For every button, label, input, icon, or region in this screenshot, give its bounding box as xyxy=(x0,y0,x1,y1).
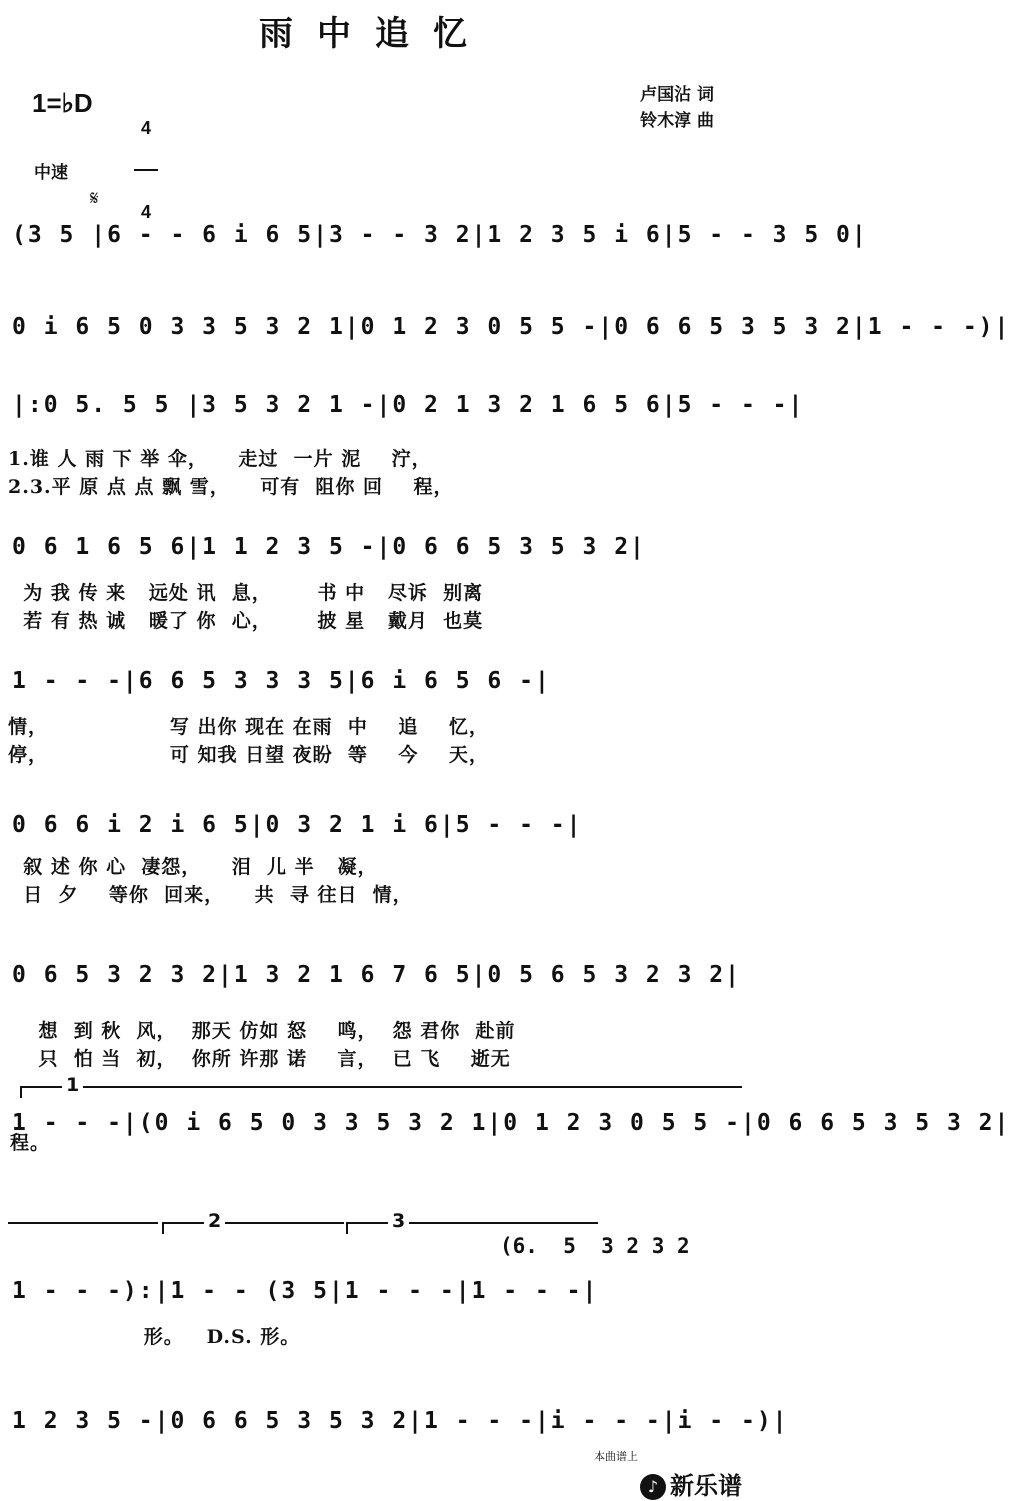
segno-icon: 𝄋 xyxy=(90,186,99,210)
time-signature-top: 4 xyxy=(140,118,151,138)
music-note-icon: ♪ xyxy=(640,1474,666,1500)
score-line-2 xyxy=(0,314,1010,360)
song-title: 雨中追忆 xyxy=(259,14,491,54)
time-signature xyxy=(134,88,158,236)
score-line-5 xyxy=(0,668,750,714)
lyric-line-9: 形。 D.S. 形。 xyxy=(60,1326,301,1348)
key-signature: 1=♭D xyxy=(32,88,93,118)
footer-text: 本曲谱上 xyxy=(594,1450,638,1463)
notes-line-9: 1 - - -):|1 - - (3 5|1 - - -|1 - - -| xyxy=(12,1278,599,1304)
composer-credit: 铃木淳 曲 xyxy=(640,111,714,131)
notes-line-8: 1 - - -|(0 i 6 5 0 3 3 5 3 2 1|0 1 2 3 0 5 5 -|0 6 6 5 3 5 3 2| xyxy=(12,1110,1010,1136)
lyric-line-6b: 日 夕 等你 回来， 共 寻 往日 情， xyxy=(8,884,413,906)
volta-bracket-1 xyxy=(20,1074,742,1098)
volta-1-label: 1 xyxy=(62,1074,83,1096)
score-line-3 xyxy=(0,392,805,438)
upper-voice: (6. 5 3 2 3 2 xyxy=(500,1234,690,1258)
notes-line-5: 1 - - -|6 6 5 3 3 3 5|6 i 6 5 6 -| xyxy=(12,668,551,694)
time-signature-bottom: 4 xyxy=(140,202,151,222)
volta-bracket-2 xyxy=(162,1210,344,1234)
lyricist-credit: 卢国沾 词 xyxy=(640,85,714,105)
notes-line-10: 1 2 3 5 -|0 6 6 5 3 5 3 2|1 - - -|i - - -|i - -)| xyxy=(12,1408,789,1434)
notes-line-4: 0 6 1 6 5 6|1 1 2 3 5 -|0 6 6 5 3 5 3 2| xyxy=(12,534,646,560)
volta-bracket-3 xyxy=(346,1210,598,1234)
lyric-line-7b: 只 怕 当 初， 你所 许那 诺 言， 已 飞 逝无 xyxy=(8,1048,511,1070)
lyric-line-5a: 情， 写 出你 现在 在雨 中 追 忆， xyxy=(8,716,489,738)
volta-line-a xyxy=(8,1222,158,1224)
logo-text: 新乐谱 xyxy=(670,1472,742,1500)
notes-line-1: (3 5 |6 - - 6 i 6 5|3 - - 3 2|1 2 3 5 i 6|5 - - 3 5 0| xyxy=(12,222,868,248)
site-logo[interactable] xyxy=(623,1438,742,1501)
score-line-7 xyxy=(0,962,750,1008)
score-line-4 xyxy=(0,534,750,580)
lyric-line-3b: 2.3.平 原 点 点 飘 雪， 可有 阻你 回 程， xyxy=(8,476,454,498)
lyric-line-8: 程。 xyxy=(10,1132,51,1154)
notes-line-2: 0 i 6 5 0 3 3 5 3 2 1|0 1 2 3 0 5 5 -|0 6 6 5 3 5 3 2|1 - - -)| xyxy=(12,314,1010,340)
lyric-line-6a: 叙 述 你 心 凄怨， 泪 儿 半 凝， xyxy=(8,856,378,878)
score-line-1 xyxy=(0,222,868,268)
notes-line-6: 0 6 6 i 2 i 6 5|0 3 2 1 i 6|5 - - -| xyxy=(12,812,583,838)
notes-line-3: |:0 5. 5 5 |3 5 3 2 1 -|0 2 1 3 2 1 6 5 6|5 - - -| xyxy=(12,392,805,418)
volta-3-label: 3 xyxy=(388,1210,409,1232)
lyric-line-4b: 若 有 热 诚 暖了 你 心， 披 星 戴月 也莫 xyxy=(8,610,484,632)
lyric-line-4a: 为 我 传 来 远处 讯 息， 书 中 尽诉 别离 xyxy=(8,582,484,604)
volta-2-label: 2 xyxy=(204,1210,225,1232)
tempo-marking: 中速 xyxy=(34,163,68,183)
notes-line-7: 0 6 5 3 2 3 2|1 3 2 1 6 7 6 5|0 5 6 5 3 2 3 2| xyxy=(12,962,741,988)
lyric-line-7a: 想 到 秋 风， 那天 仿如 怒 鸣， 怨 君你 赴前 xyxy=(8,1020,516,1042)
score-line-9 xyxy=(0,1278,750,1324)
lyric-line-5b: 停， 可 知我 日望 夜盼 等 今 天， xyxy=(8,744,489,766)
lyric-line-3a: 1.谁 人 雨 下 举 伞， 走过 一片 泥 泞， xyxy=(8,448,432,470)
